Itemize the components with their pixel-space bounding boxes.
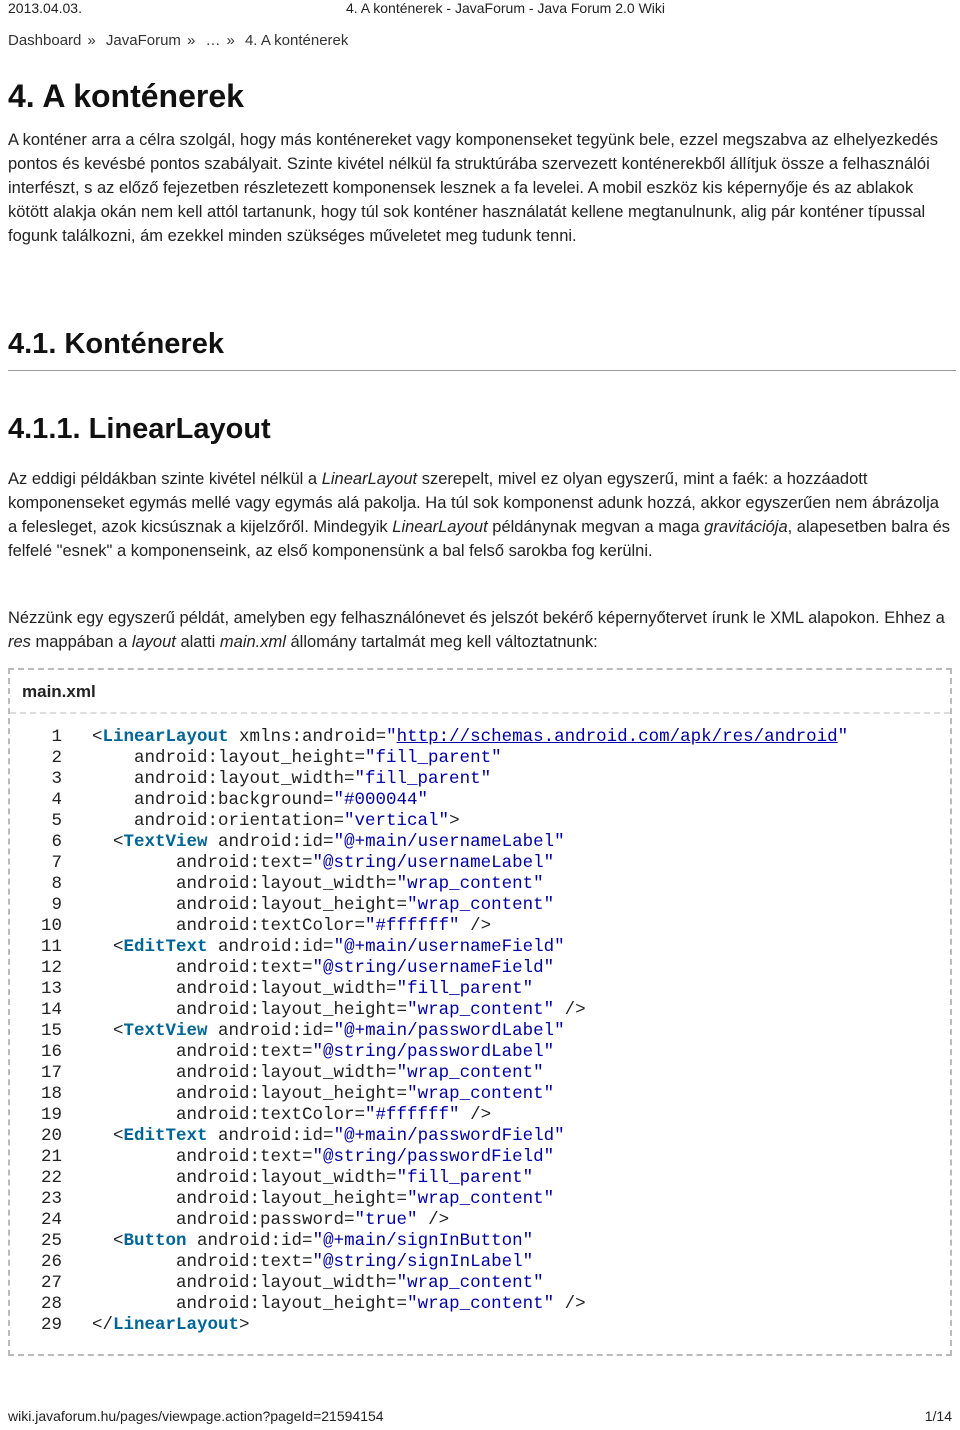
code-plain: < [92,1231,124,1251]
code-plain: < [92,832,124,852]
code-text [92,1210,449,1231]
code-plain: android:layout_width= [92,874,397,894]
code-line [10,769,492,790]
line-number: 16 [40,1042,62,1062]
code-string: " [837,727,849,747]
code-line [10,1168,534,1189]
code-string: "wrap_content" [407,1189,555,1209]
line-number: 11 [40,937,62,957]
code-line [10,1021,565,1042]
code-plain: android:id= [186,1231,313,1251]
code-text [92,1252,533,1273]
code-plain: android:layout_height= [92,748,366,768]
line-number: 1 [51,727,62,747]
code-text [92,895,554,916]
code-text [92,1231,533,1252]
code-text [92,727,848,748]
code-string: "wrap_content" [407,1000,555,1020]
code-string: "wrap_content" [407,895,555,915]
code-plain: android:textColor= [92,916,366,936]
code-plain: android:text= [92,1042,313,1062]
code-plain: android:textColor= [92,1105,366,1125]
code-text [92,748,502,769]
code-string: "@+main/passwordLabel" [333,1021,565,1041]
code-string: "@string/usernameLabel" [312,853,555,873]
code-text [92,1168,533,1189]
code-line [10,790,429,811]
code-line [10,1252,534,1273]
code-string: "@+main/usernameField" [333,937,565,957]
code-block-title: main.xml [22,682,96,701]
code-plain: android:text= [92,958,313,978]
line-number: 2 [51,748,62,768]
code-line [10,1147,555,1168]
code-plain: android:id= [207,937,334,957]
text-run: szerepelt, mivel ez olyan egyszerű, mint a faék: a hozzáadott komponenseket egymás mellé vagy egymás alá pakolja. Ha túl sok komponenst adunk hozzá, akkor egyszerűen nem ábrázolja a felesleget, azok kicsúsznak a kijelzőről. Mindegyik [8,470,939,536]
linearlayout-paragraph [8,467,952,563]
line-number: 25 [40,1231,62,1251]
code-plain: /> [459,1105,492,1125]
breadcrumb-separator: » [186,32,196,49]
code-line [10,1294,586,1315]
line-number: 27 [40,1273,62,1293]
code-plain: android:layout_width= [92,1063,397,1083]
code-text [92,1315,250,1336]
code-plain: xmlns:android= [228,727,387,747]
code-line [10,748,502,769]
code-string: "fill_parent" [365,748,502,768]
code-string: "@string/passwordLabel" [312,1042,555,1062]
italic-term: layout [131,633,176,651]
code-plain: android:layout_width= [92,979,397,999]
text-run: alatti [175,633,220,651]
code-line [10,895,555,916]
code-line [10,1210,450,1231]
code-plain: android:id= [207,1126,334,1146]
section-heading: 4.1. Konténerek [8,328,224,360]
code-text [92,1189,554,1210]
code-tag: Button [123,1231,187,1251]
breadcrumb-item-dashboard[interactable]: Dashboard [8,32,82,49]
code-text [92,1021,565,1042]
code-string: "fill_parent" [396,979,534,999]
code-line [10,853,555,874]
line-number: 6 [51,832,62,852]
code-plain: < [92,1126,124,1146]
code-text [92,1294,586,1315]
code-plain: android:layout_height= [92,1000,408,1020]
code-plain: </ [92,1315,114,1335]
text-run: Az eddigi példákban szinte kivétel nélkül a [8,470,322,488]
line-number: 13 [40,979,62,999]
line-number: 19 [40,1105,62,1125]
line-number: 26 [40,1252,62,1272]
code-line [10,979,534,1000]
code-plain: android:text= [92,853,313,873]
code-plain: android:layout_height= [92,1189,408,1209]
code-line [10,1105,492,1126]
code-plain: android:layout_width= [92,1168,397,1188]
subsection-heading: 4.1.1. LinearLayout [8,413,271,445]
code-string: "@string/signInLabel" [312,1252,534,1272]
code-string: "wrap_content" [396,1273,544,1293]
code-line [10,1315,250,1336]
code-plain: android:layout_height= [92,895,408,915]
line-number: 12 [40,958,62,978]
code-string: "true" [354,1210,418,1230]
page-title: 4. A konténerek [8,78,244,114]
code-text [92,811,460,832]
code-text [92,937,565,958]
line-number: 18 [40,1084,62,1104]
code-plain: /> [417,1210,450,1230]
code-text [92,832,565,853]
code-string: "#ffffff" [365,916,460,936]
code-plain: android:layout_width= [92,1273,397,1293]
code-plain: android:layout_width= [92,769,355,789]
code-string: "#ffffff" [365,1105,460,1125]
italic-term: main.xml [219,633,286,651]
breadcrumb-item-current[interactable]: 4. A konténerek [244,32,349,49]
code-line [10,1042,555,1063]
code-line [10,1084,555,1105]
code-line [10,811,460,832]
code-string: "wrap_content" [396,1063,544,1083]
code-plain: android:layout_height= [92,1294,408,1314]
italic-term: LinearLayout [392,518,488,536]
breadcrumb-separator: » [87,32,96,49]
code-plain: < [92,727,103,747]
code-string: "@+main/usernameLabel" [333,832,565,852]
code-text [92,853,554,874]
breadcrumb [8,32,352,49]
line-number: 29 [40,1315,62,1335]
code-tag: LinearLayout [113,1315,240,1335]
section-divider [8,370,956,371]
line-number: 22 [40,1168,62,1188]
line-number: 17 [40,1063,62,1083]
example-paragraph [8,606,952,654]
code-plain: < [92,937,124,957]
line-number: 23 [40,1189,62,1209]
line-number: 3 [51,769,62,789]
line-number: 5 [51,811,62,831]
line-number: 24 [40,1210,62,1230]
code-plain: android:id= [207,832,334,852]
code-string: " [386,727,397,747]
code-plain: android:text= [92,1147,313,1167]
code-string: "vertical" [344,811,450,831]
intro-paragraph: A konténer arra a célra szolgál, hogy más konténereket vagy komponenseket tegyünk bele, ezzel megszabva az elhelyezkedés pontos és kevésbé pontos szabályait. Szinte kivétel nélkül fa struktúrába szervezett konténerekből állítjuk össze a felhasználói interfészt, s az előző fejezetben részletezett komponensek lesznek a fa levelei. A mobil eszköz kis képernyője és az ablakok kötött alakja okán nem kell attól tartanunk, hogy túl sok konténer használatát kellene megtanulnunk, alig pár konténer típussal fogunk találkozni, ám ezekkel minden szükséges műveletet meg tudunk tenni. [8,131,939,245]
line-number: 14 [40,1000,62,1020]
code-link[interactable]: http://schemas.android.com/apk/res/android [396,727,838,747]
code-string: "fill_parent" [354,769,492,789]
code-string: "@+main/signInButton" [312,1231,534,1251]
code-line [10,1063,544,1084]
code-text [92,1147,554,1168]
code-plain: android:text= [92,1252,313,1272]
code-line [10,958,555,979]
code-text [92,1000,586,1021]
code-block [8,668,952,1356]
code-plain: android:layout_height= [92,1084,408,1104]
code-text [92,1273,544,1294]
code-plain: /> [554,1000,586,1020]
code-string: "#000044" [333,790,429,810]
code-line [10,874,544,895]
code-string: "@+main/passwordField" [333,1126,565,1146]
text-run: , alapesetben balra és felfelé "esnek" a komponenseink, az első komponensünk a bal felső sarokba fog kerülni. [8,518,951,560]
code-string: "@string/usernameField" [312,958,555,978]
line-number: 10 [40,916,62,936]
code-line [10,1000,586,1021]
code-plain: android:password= [92,1210,355,1230]
breadcrumb-item-ellipsis[interactable]: … [205,32,221,49]
code-tag: TextView [123,832,208,852]
footer-url: wiki.javaforum.hu/pages/viewpage.action?pageId=21594154 [8,1408,384,1424]
code-string: "@string/passwordField" [312,1147,555,1167]
code-plain: /> [554,1294,586,1314]
line-number: 8 [51,874,62,894]
code-tag: LinearLayout [102,727,229,747]
text-run: Nézzünk egy egyszerű példát, amelyben egy felhasználónevet és jelszót bekérő képernyőtervet írunk le XML alapokon. Ehhez a [8,609,945,627]
line-number: 7 [51,853,62,873]
code-plain: android:orientation= [92,811,345,831]
code-block-header [10,670,950,714]
code-lines [10,727,849,1336]
code-plain: > [449,811,460,831]
code-text [92,874,544,895]
text-run: állomány tartalmát meg kell változtatnunk: [285,633,598,651]
line-number: 21 [40,1147,62,1167]
text-run: mappában a [30,633,132,651]
code-line [10,1273,544,1294]
code-line [10,937,565,958]
italic-term: gravitációja [704,518,788,536]
line-number: 20 [40,1126,62,1146]
code-string: "wrap_content" [407,1294,555,1314]
code-text [92,1105,491,1126]
code-plain: > [239,1315,250,1335]
code-text [92,790,428,811]
code-text [92,1063,544,1084]
code-plain: /> [459,916,492,936]
code-plain: < [92,1021,124,1041]
code-string: "wrap_content" [396,874,544,894]
code-tag: EditText [123,937,208,957]
line-number: 9 [51,895,62,915]
code-line [10,832,565,853]
code-text [92,916,491,937]
text-run: példánynak megvan a maga [487,518,705,536]
code-string: "fill_parent" [396,1168,534,1188]
footer-page-number: 1/14 [924,1408,952,1424]
code-text [92,1126,565,1147]
code-text [92,958,554,979]
code-line [10,727,849,748]
print-header [0,0,960,22]
code-line [10,916,492,937]
line-number: 15 [40,1021,62,1041]
italic-term: res [8,633,31,651]
code-tag: EditText [123,1126,208,1146]
line-number: 28 [40,1294,62,1314]
print-date: 2013.04.03. [8,0,82,16]
print-page-title: 4. A konténerek - JavaForum - Java Forum 2.0 Wiki [346,0,666,16]
code-plain: android:id= [207,1021,334,1041]
line-number: 4 [51,790,62,810]
code-text [92,1084,554,1105]
code-string: "wrap_content" [407,1084,555,1104]
code-text [92,769,491,790]
code-text [92,1042,554,1063]
breadcrumb-item-javaforum[interactable]: JavaForum [105,32,181,49]
code-line [10,1189,555,1210]
code-line [10,1126,565,1147]
code-text [92,979,533,1000]
italic-term: LinearLayout [321,470,418,488]
breadcrumb-separator: » [226,32,235,49]
code-line [10,1231,534,1252]
code-plain: android:background= [92,790,334,810]
code-tag: TextView [123,1021,208,1041]
